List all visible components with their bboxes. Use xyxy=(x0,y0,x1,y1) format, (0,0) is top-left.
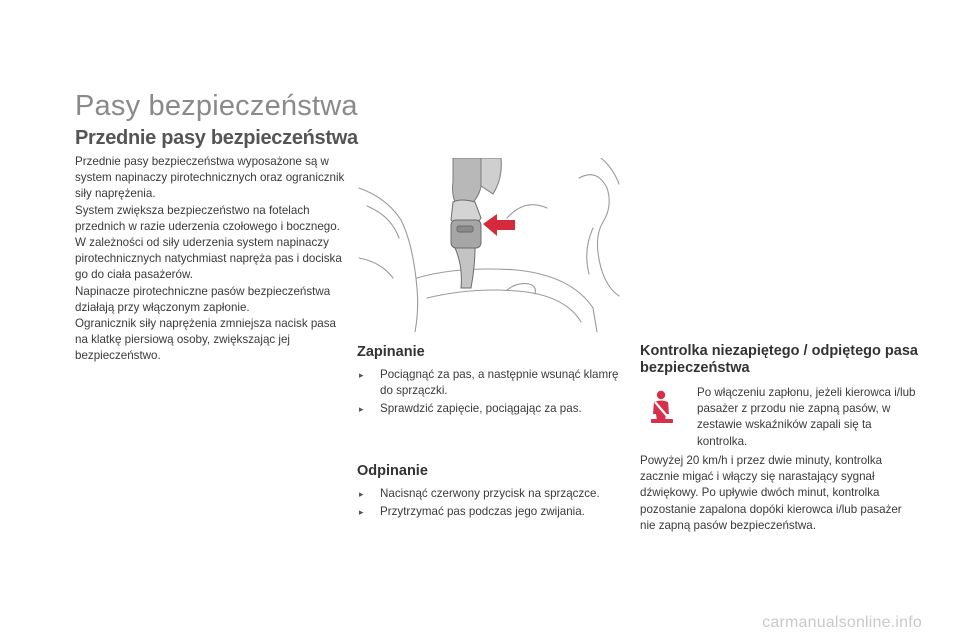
step-text: Pociągnąć za pas, a następnie wsunąć klamrę do sprzączki. xyxy=(380,368,619,398)
bullet-arrow-icon: ▸ xyxy=(359,489,364,499)
unfastening-heading: Odpinanie xyxy=(357,463,428,479)
intro-paragraph: System zwiększa bezpieczeństwo na fotelach przednich w razie uderzenia czołowego i bocznego. W zależności od siły uderzenia system napinaczy pirotechnicznych natychmiast napręża pas i dociska go do ciała pasażerów. xyxy=(75,203,342,282)
page-title: Pasy bezpieczeństwa xyxy=(75,90,358,122)
warning-lamp-text: Po włączeniu zapłonu, jeżeli kierowca i/lub pasażer z przodu nie zapną pasów, w zestawie wskaźników zapali się ta kontrolka. xyxy=(697,386,916,448)
intro-paragraph: Przednie pasy bezpieczeństwa wyposażone są w system napinaczy pirotechnicznych oraz ogranicznik siły naprężenia. xyxy=(75,155,345,201)
seatbelt-buckle-illustration xyxy=(357,158,620,332)
intro-paragraph: Ogranicznik siły naprężenia zmniejsza nacisk pasa na klatkę piersiową osoby, zwiększając jej bezpieczeństwo. xyxy=(75,317,336,363)
bullet-arrow-icon: ▸ xyxy=(359,370,364,380)
section-subtitle: Przednie pasy bezpieczeństwa xyxy=(75,127,358,149)
step-text: Nacisnąć czerwony przycisk na sprzączce. xyxy=(380,487,600,500)
list-item xyxy=(357,367,619,399)
bullet-arrow-icon: ▸ xyxy=(359,404,364,415)
bullet-arrow-icon: ▸ xyxy=(359,507,364,518)
fastening-heading: Zapinanie xyxy=(357,344,425,360)
warning-lamp-details: Powyżej 20 km/h i przez dwie minuty, kontrolka zacznie migać i włączy się narastający sygnał dźwiękowy. Po upływie dwóch minut, kontrolka pozostanie zapalona dopóki kierowca i/lub pasażer nie zapną pasów bezpieczeństwa. xyxy=(640,454,902,532)
warning-lamp-heading: Kontrolka niezapiętego / odpiętego pasa bezpieczeństwa xyxy=(640,343,918,376)
seatbelt-warning-icon xyxy=(650,390,674,424)
list-item xyxy=(357,486,619,502)
intro-text xyxy=(75,154,345,365)
step-text: Sprawdzić zapięcie, pociągając za pas. xyxy=(380,402,582,416)
watermark: carmanualsonline.info xyxy=(762,614,922,631)
step-text: Przytrzymać pas podczas jego zwijania. xyxy=(380,505,585,519)
fastening-steps xyxy=(357,367,619,420)
list-item xyxy=(357,504,619,520)
unfastening-steps xyxy=(357,486,619,522)
list-item xyxy=(357,401,619,417)
intro-paragraph: Napinacze pirotechniczne pasów bezpieczeństwa działają przy włączonym zapłonie. xyxy=(75,284,331,314)
